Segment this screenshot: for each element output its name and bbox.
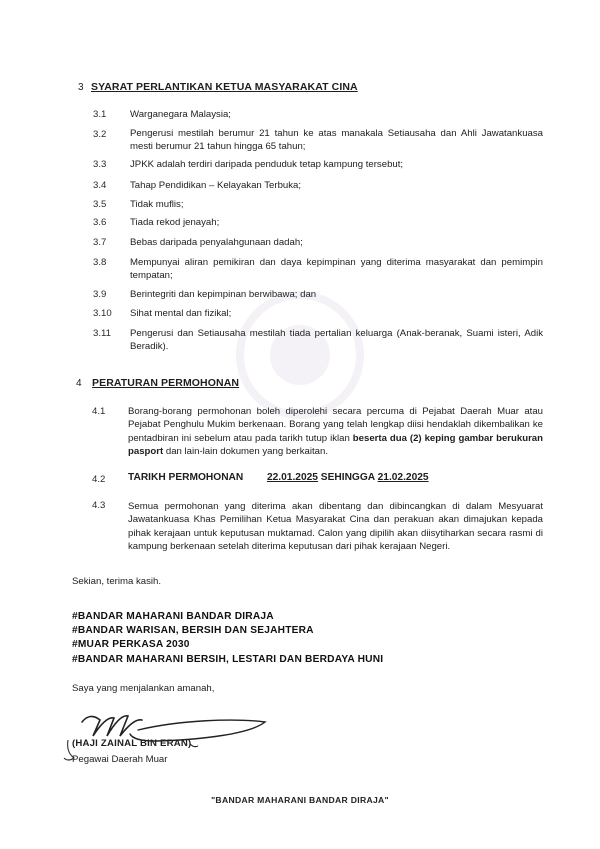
footer-motto: "BANDAR MAHARANI BANDAR DIRAJA" (211, 795, 389, 805)
item-number: 3.3 (93, 159, 107, 170)
list-item: JPKK adalah terdiri daripada penduduk tetap kampung tersebut; (130, 159, 404, 170)
application-date-from: 22.01.2025 (266, 472, 318, 483)
hashtag-line: #MUAR PERKASA 2030 (72, 639, 190, 651)
item-number: 4.2 (92, 474, 106, 485)
section-4-title: PERATURAN PERMOHONAN (92, 377, 240, 389)
closing-text: Sekian, terima kasih. (72, 576, 162, 587)
item-number: 3.8 (93, 257, 107, 268)
list-item: Tahap Pendidikan – Kelayakan Terbuka; (130, 180, 302, 191)
section-3-title: SYARAT PERLANTIKAN KETUA MASYARAKAT CINA (91, 81, 358, 93)
hashtag-line: #BANDAR MAHARANI BERSIH, LESTARI DAN BERDAYA HUNI (72, 653, 384, 665)
item-number: 3.10 (93, 308, 112, 319)
item-number: 3.4 (93, 180, 107, 191)
item-number: 3.1 (93, 109, 107, 120)
passport-photo-requirement: beserta dua (2) keping gambar berukuran pasport (128, 432, 543, 458)
list-item: Mempunyai aliran pemikiran dan daya kepimpinan yang diterima masyarakat dan pemimpin tempatan; (130, 257, 543, 282)
list-item: Warganegara Malaysia; (130, 109, 231, 120)
section-3-number: 3 (78, 82, 84, 93)
item-number: 3.2 (93, 129, 107, 140)
decision-paragraph: Semua permohonan yang diterima akan dibentang dan dibincangkan di dalam Mesyuarat Jawatankuasa Khas Pemilihan Ketua Masyarakat Cina dan perakuan akan dimajukan kepada pihak kerajaan untuk keputusan muktamad. Calon yang dipilih akan diisytiharkan secara rasmi di kampung berkenaan setelah diterima keputusan dari pihak kerajaan Negeri. (128, 501, 543, 553)
hashtag-line: #BANDAR MAHARANI BANDAR DIRAJA (72, 611, 274, 622)
application-date-label: TARIKH PERMOHONAN (128, 472, 244, 483)
application-date-connector: SEHINGGA (320, 472, 375, 483)
section-4-number: 4 (76, 378, 82, 389)
hashtag-block (72, 610, 383, 667)
item-number: 3.7 (93, 237, 107, 248)
application-date-to: 21.02.2025 (377, 472, 429, 483)
item-number: 4.3 (92, 500, 106, 511)
list-item: Bebas daripada penyalahgunaan dadah; (130, 237, 303, 248)
item-number: 4.1 (92, 406, 106, 417)
signatory-position: Pegawai Daerah Muar (72, 754, 168, 765)
list-item: Tidak muflis; (130, 199, 184, 210)
list-item: Pengerusi dan Setiausaha mestilah tiada pertalian keluarga (Anak-beranak, Suami isteri, Adik Beradik). (130, 328, 543, 353)
application-form-paragraph: Borang-borang permohonan boleh diperolehi secara percuma di Pejabat Daerah Muar atau Pejabat Penghulu Mukim berkenaan. Borang yang telah lengkap diisi hendaklah dikembalikan ke pentadbiran ini sebelum atau pada tarikh tutup iklan beserta dua (2) keping gambar berukuran pasport dan lain-lain dokumen yang berkaitan. (128, 406, 543, 458)
item-number: 3.6 (93, 217, 107, 228)
signatory-name: (HAJI ZAINAL BIN ERAN) (72, 738, 192, 749)
list-item: Tiada rekod jenayah; (130, 217, 220, 228)
signoff-text: Saya yang menjalankan amanah, (72, 683, 215, 694)
hashtag-line: #BANDAR WARISAN, BERSIH DAN SEJAHTERA (72, 625, 314, 637)
item-number: 3.9 (93, 289, 107, 300)
list-item: Sihat mental dan fizikal; (130, 308, 232, 319)
item-number: 3.11 (93, 328, 111, 339)
application-date-line (128, 472, 429, 483)
list-item: Berintegriti dan kepimpinan berwibawa; dan (130, 289, 317, 300)
item-number: 3.5 (93, 199, 107, 210)
list-item: Pengerusi mestilah berumur 21 tahun ke atas manakala Setiausaha dan Ahli Jawatankuasa mesti berumur 21 tahun hingga 65 tahun; (130, 128, 543, 153)
